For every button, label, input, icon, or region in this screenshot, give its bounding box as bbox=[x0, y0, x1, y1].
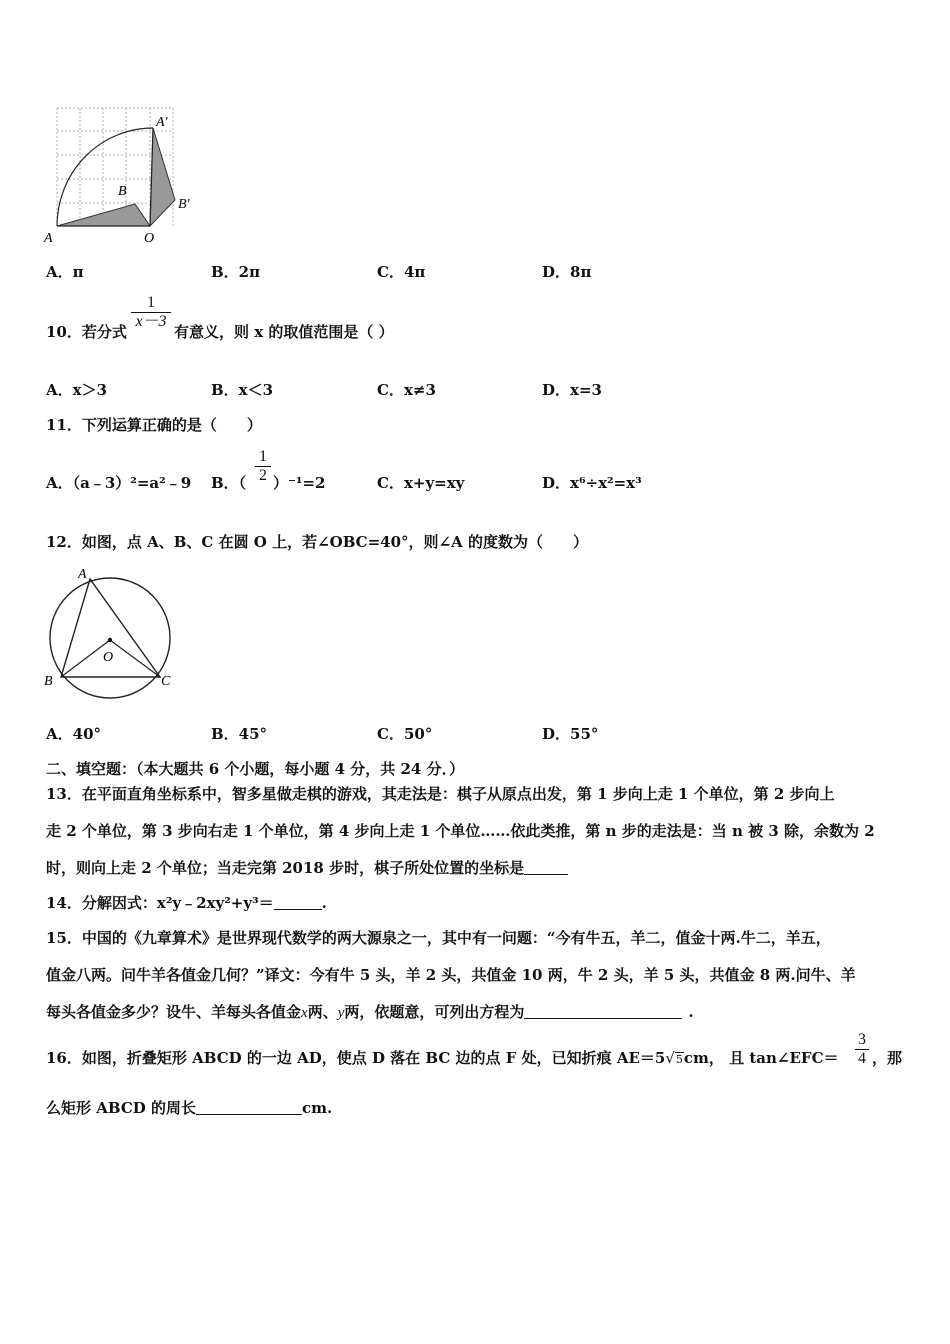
shaded-triangle-aob bbox=[57, 204, 150, 226]
q11-option-a: A．（a﹣3）²=a²﹣9 bbox=[46, 474, 192, 492]
label-b-prime: B′ bbox=[178, 197, 190, 212]
q10-option-b: B．x＜3 bbox=[211, 381, 274, 399]
q15-answer-blank[interactable] bbox=[524, 1004, 682, 1019]
q10-prefix: 10．若分式 bbox=[46, 323, 127, 341]
q10-option-a: A．x＞3 bbox=[46, 381, 108, 399]
q9-option-a: A．π bbox=[46, 263, 84, 281]
q16-fraction-numerator: 3 bbox=[858, 1031, 866, 1048]
label-c: C bbox=[161, 674, 171, 689]
q16-fraction-denominator: 4 bbox=[858, 1050, 866, 1067]
q16-sqrt-radicand: 5 bbox=[675, 1053, 683, 1066]
q14-prefix: 14．分解因式：x²y﹣2xy²+y³＝ bbox=[46, 894, 274, 912]
q16-answer-blank[interactable] bbox=[196, 1100, 302, 1115]
shaded-triangle-a-prime-o-b-prime bbox=[150, 128, 175, 226]
q16-line-2-suffix: cm. bbox=[302, 1099, 333, 1117]
q15-variable-x: x bbox=[301, 1005, 308, 1021]
q11-option-d: D．x⁶÷x²=x³ bbox=[542, 474, 642, 492]
q10-fraction-denominator: x－3 bbox=[135, 313, 167, 330]
q16-line-1 bbox=[46, 1047, 839, 1068]
q10-option-c: C．x≠3 bbox=[377, 381, 436, 399]
q10-fraction bbox=[131, 294, 171, 331]
label-a-prime: A′ bbox=[156, 115, 168, 130]
q13-line-3 bbox=[46, 857, 568, 878]
q16-part-3: ，那 bbox=[872, 1049, 903, 1067]
q15-variable-y: y bbox=[337, 1005, 345, 1021]
q16-fraction bbox=[855, 1031, 869, 1068]
q15-line-3-part-3: 两，依题意，可列出方程为 bbox=[344, 1003, 525, 1021]
q11-option-b-suffix: ）⁻¹=2 bbox=[273, 474, 326, 492]
q16-part-1: 16．如图，折叠矩形 ABCD 的一边 AD，使点 D 落在 BC 边的点 F 处，已知折痕 AE＝5 bbox=[46, 1049, 666, 1067]
label-o: O bbox=[103, 650, 114, 665]
sqrt-sign: √ bbox=[665, 1049, 675, 1067]
quarter-circle-figure bbox=[40, 100, 200, 245]
circle-figure bbox=[40, 562, 180, 704]
q15-line-3-part-2: 两、 bbox=[307, 1003, 338, 1021]
q10-suffix: 有意义，则 x 的取值范围是（ ） bbox=[174, 323, 394, 341]
q11-option-b-denominator: 2 bbox=[259, 467, 267, 484]
q9-option-b: B．2π bbox=[211, 263, 261, 281]
q16-line-2 bbox=[46, 1097, 332, 1118]
q15-line-1: 15．中国的《九章算术》是世界现代数学的两大源泉之一，其中有一问题：“今有牛五，羊二，值金十两.牛二，羊五， bbox=[46, 929, 831, 947]
q14-suffix: . bbox=[321, 894, 327, 912]
q13-answer-blank[interactable] bbox=[524, 860, 568, 875]
label-a: A bbox=[44, 231, 53, 245]
q9-option-d: D．8π bbox=[542, 263, 592, 281]
label-b: B bbox=[118, 184, 127, 199]
q11-option-c: C．x+y=xy bbox=[377, 474, 465, 492]
q12-option-c: C．50° bbox=[377, 725, 433, 743]
q9-option-c: C．4π bbox=[377, 263, 426, 281]
q15-end: . bbox=[688, 1003, 694, 1021]
q15-line-3 bbox=[46, 1001, 694, 1022]
center-point bbox=[108, 638, 112, 642]
label-b: B bbox=[44, 674, 53, 689]
q11-question: 11．下列运算正确的是（ ） bbox=[46, 416, 262, 434]
q11-option-b-prefix: B．（ bbox=[211, 474, 247, 492]
q13-line-2: 走 2 个单位，第 3 步向右走 1 个单位，第 4 步向上走 1 个单位……依此类推，第 n 步的走法是：当 n 被 3 除，余数为 2 bbox=[46, 822, 875, 840]
q13-line-3-text: 时，则向上走 2 个单位；当走完第 2018 步时，棋子所处位置的坐标是 bbox=[46, 859, 525, 877]
q12-option-b: B．45° bbox=[211, 725, 268, 743]
q11-option-b-fraction bbox=[255, 448, 271, 485]
q14-answer-blank[interactable] bbox=[274, 895, 322, 910]
q13-line-1: 13．在平面直角坐标系中，智多星做走棋的游戏，其走法是：棋子从原点出发，第 1 步向上走 1 个单位，第 2 步向上 bbox=[46, 785, 835, 803]
label-o: O bbox=[144, 231, 155, 245]
label-a: A bbox=[78, 567, 87, 582]
q14-question bbox=[46, 892, 327, 913]
q15-line-2: 值金八两。问牛羊各值金几何？”译文：今有牛 5 头，羊 2 头，共值金 10 两，牛 2 头，羊 5 头，共值金 8 两.问牛、羊 bbox=[46, 966, 856, 984]
q16-line-2-prefix: 么矩形 ABCD 的周长 bbox=[46, 1099, 196, 1117]
q10-option-d: D．x=3 bbox=[542, 381, 602, 399]
q12-question: 12．如图，点 A、B、C 在圆 O 上，若∠OBC=40°，则∠A 的度数为（ ） bbox=[46, 533, 588, 551]
section-2-heading: 二、填空题：（本大题共 6 个小题，每小题 4 分，共 24 分．） bbox=[46, 760, 465, 778]
q10-fraction-numerator: 1 bbox=[147, 294, 155, 311]
q12-option-a: A．40° bbox=[46, 725, 102, 743]
q16-part-2: cm， 且 tan∠EFC＝ bbox=[683, 1049, 839, 1067]
q12-option-d: D．55° bbox=[542, 725, 599, 743]
q15-line-3-part-1: 每头各值金多少？设牛、羊每头各值金 bbox=[46, 1003, 302, 1021]
q11-option-b-numerator: 1 bbox=[259, 448, 267, 465]
